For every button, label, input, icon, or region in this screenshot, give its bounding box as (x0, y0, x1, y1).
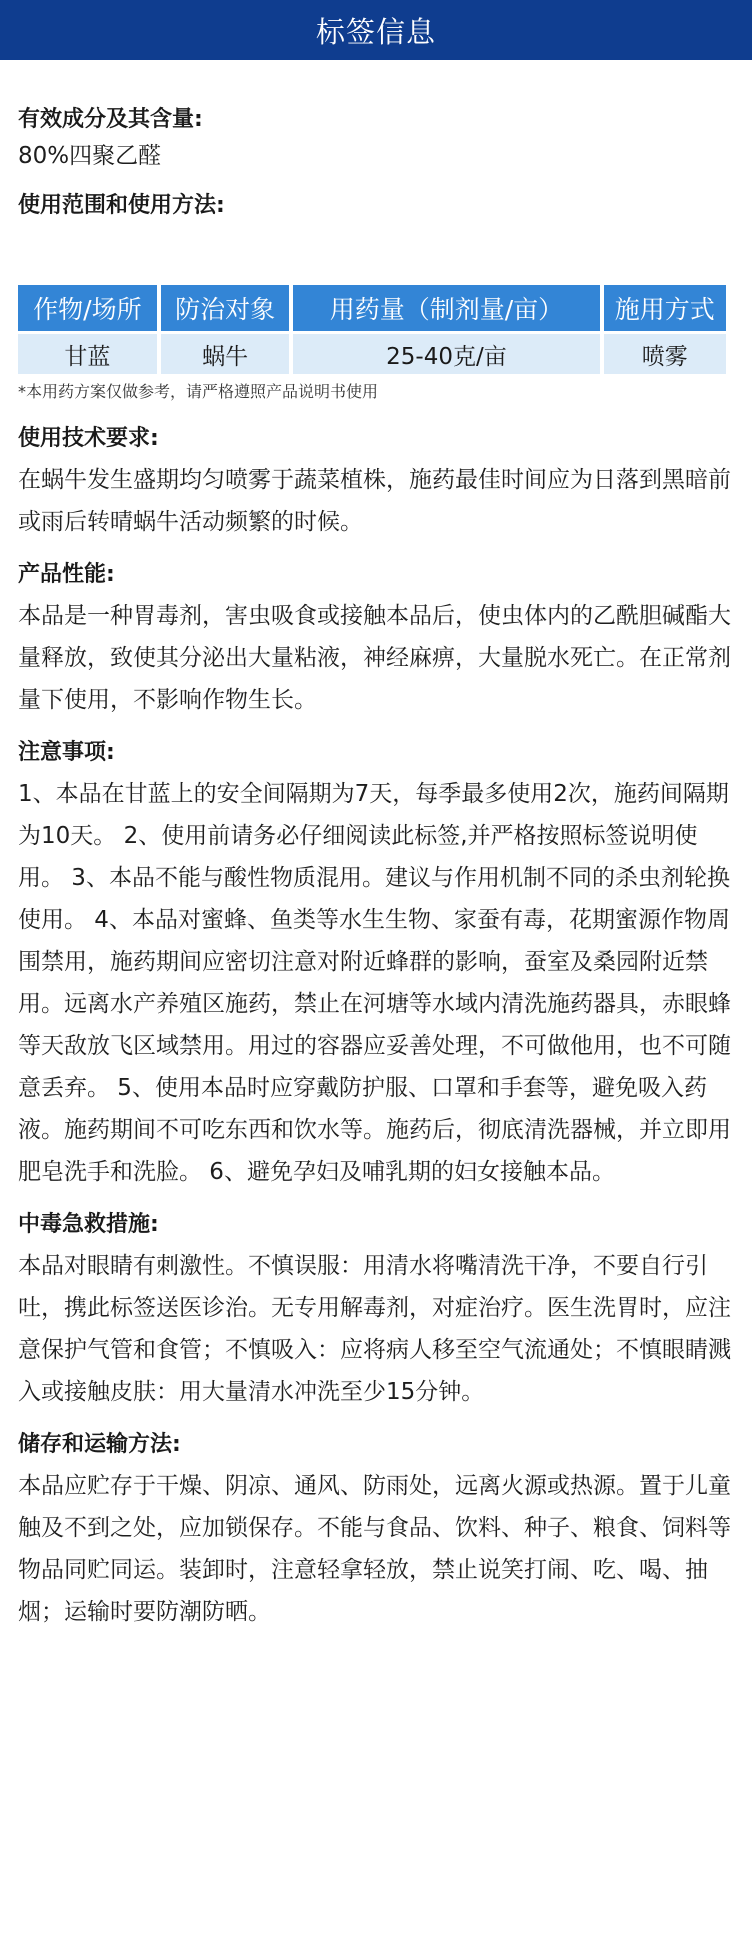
table-cell-method: 喷雾 (604, 334, 726, 374)
table-header-method: 施用方式 (604, 285, 726, 331)
tech-requirements-body: 在蜗牛发生盛期均匀喷雾于蔬菜植株，施药最佳时间应为日落到黑暗前或雨后转晴蜗牛活动频繁的时候。 (18, 467, 731, 535)
table-header-target: 防治对象 (161, 285, 290, 331)
table-cell-crop: 甘蓝 (18, 334, 157, 374)
storage-transport-body: 本品应贮存于干燥、阴凉、通风、防雨处，远离火源或热源。置于儿童触及不到之处，应加锁保存。不能与食品、饮料、种子、粮食、饲料等物品同贮同运。装卸时，注意轻拿轻放，禁止说笑打闹、吃、喝、抽烟；运输时要防潮防晒。 (18, 1473, 731, 1625)
cautions-title: 注意事项: (18, 740, 115, 765)
usage-table-header-row (18, 285, 726, 331)
label-content (18, 104, 736, 1633)
usage-table (14, 282, 730, 377)
cautions-body: 1、本品在甘蓝上的安全间隔期为7天，每季最多使用2次，施药间隔期为10天。 2、使用前请务必仔细阅读此标签,并严格按照标签说明使用。 3、本品不能与酸性物质混用。建议与作用机制不同的杀虫剂轮换使用。 4、本品对蜜蜂、鱼类等水生生物、家蚕有毒，花期蜜源作物周围禁用，施药期间应密切注意对附近蜂群的影响，蚕室及桑园附近禁用。远离水产养殖区施药，禁止在河塘等水域内清洗施药器具，赤眼蜂等天敌放飞区域禁用。用过的容器应妥善处理，不可做他用，也不可随意丢弃。 5、使用本品时应穿戴防护服、口罩和手套等，避免吸入药液。施药期间不可吃东西和饮水等。施药后，彻底清洗器械，并立即用肥皂洗手和洗脸。 6、避免孕妇及哺乳期的妇女接触本品。 (18, 781, 731, 1185)
usage-title: 使用范围和使用方法: (18, 193, 225, 218)
page-title: 标签信息 (315, 14, 436, 49)
first-aid-title: 中毒急救措施: (18, 1212, 159, 1237)
table-row (18, 334, 726, 374)
usage-note: *本用药方案仅做参考，请严格遵照产品说明书使用 (18, 382, 379, 401)
active-ingredient-title: 有效成分及其含量: (18, 107, 203, 132)
tech-requirements-title: 使用技术要求: (18, 426, 159, 451)
page-header (0, 0, 752, 60)
table-header-crop: 作物/场所 (18, 285, 157, 331)
table-cell-target: 蜗牛 (161, 334, 290, 374)
table-cell-dosage: 25-40克/亩 (293, 334, 599, 374)
active-ingredient-body: 80%四聚乙醛 (18, 143, 162, 169)
storage-transport-title: 储存和运输方法: (18, 1432, 181, 1457)
performance-body: 本品是一种胃毒剂，害虫吸食或接触本品后，使虫体内的乙酰胆碱酯大量释放，致使其分泌出大量粘液，神经麻痹，大量脱水死亡。在正常剂量下使用，不影响作物生长。 (18, 603, 731, 713)
first-aid-body: 本品对眼睛有刺激性。不慎误服：用清水将嘴清洗干净，不要自行引吐，携此标签送医诊治。无专用解毒剂，对症治疗。医生洗胃时，应注意保护气管和食管；不慎吸入：应将病人移至空气流通处；不慎眼睛溅入或接触皮肤：用大量清水冲洗至少15分钟。 (18, 1253, 731, 1405)
performance-title: 产品性能: (18, 562, 115, 587)
table-header-dosage: 用药量（制剂量/亩） (293, 285, 599, 331)
